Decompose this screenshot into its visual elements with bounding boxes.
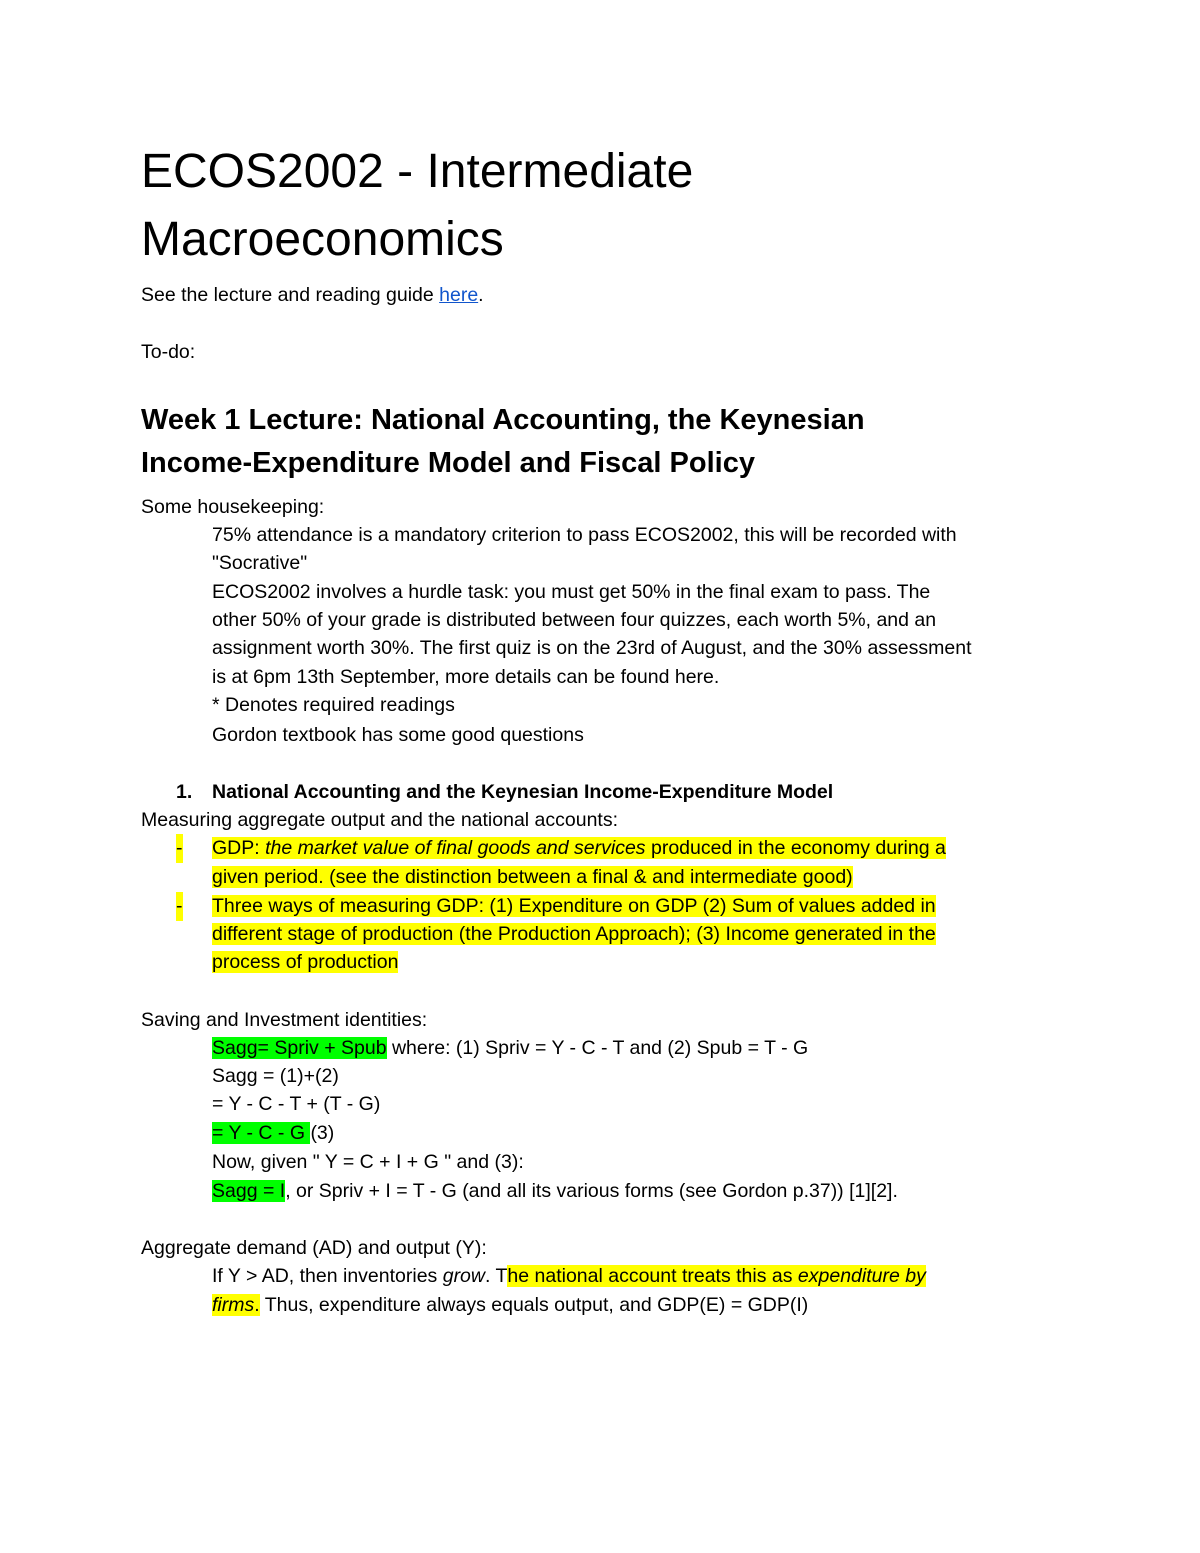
- saving-line3: = Y - C - T + (T - G): [212, 1093, 381, 1115]
- gdp-label: GDP:: [212, 837, 266, 859]
- ad-line1-highlight-italic: expenditure by: [797, 1265, 926, 1287]
- saving-line1-rest: where: (1) Spriv = Y - C - T and (2) Spub = T - G: [386, 1037, 809, 1059]
- saving-line6-highlight: Sagg = I: [212, 1180, 286, 1202]
- three-ways-line: [212, 892, 936, 921]
- gdp-line2-text: given period. (see the distinction between a final & and intermediate good): [212, 866, 853, 888]
- gdp-rest: produced in the economy during a: [645, 837, 946, 859]
- gdp-line2: [212, 863, 853, 892]
- ad-label: Aggregate demand (AD) and output (Y):: [141, 1237, 487, 1259]
- saving-line5: Now, given " Y = C + I + G " and (3):: [212, 1151, 524, 1173]
- housekeeping-line: * Denotes required readings: [212, 694, 455, 716]
- saving-line1-highlight: Sagg= Spriv + Spub: [212, 1037, 387, 1059]
- saving-line2: Sagg = (1)+(2): [212, 1065, 339, 1087]
- ad-line2-highlight-italic: firms: [212, 1294, 255, 1316]
- saving-line6-rest: , or Spriv + I = T - G (and all its various forms (see Gordon p.37)) [1][2].: [285, 1180, 898, 1202]
- gdp-definition: the market value of final goods and services: [265, 837, 646, 859]
- saving-line1: [212, 1034, 808, 1063]
- guide-period: .: [478, 284, 484, 306]
- doc-title-line1: ECOS2002 - Intermediate: [141, 145, 694, 198]
- guide-line: [141, 281, 484, 310]
- section1-title: National Accounting and the Keynesian Income-Expenditure Model: [212, 781, 834, 803]
- housekeeping-line: 75% attendance is a mandatory criterion to pass ECOS2002, this will be recorded with: [212, 524, 957, 546]
- ad-line2: [212, 1291, 808, 1320]
- guide-text: See the lecture and reading guide: [141, 284, 440, 306]
- bullet-marker: -: [176, 834, 183, 863]
- saving-line6: [212, 1177, 898, 1206]
- ad-line1: [212, 1262, 926, 1291]
- section1-intro: Measuring aggregate output and the national accounts:: [141, 809, 619, 831]
- housekeeping-line: assignment worth 30%. The first quiz is on the 23rd of August, and the 30% assessment: [212, 637, 972, 659]
- saving-line4-highlight: = Y - C - G: [212, 1122, 311, 1144]
- week1-heading-line2: Income-Expenditure Model and Fiscal Policy: [141, 447, 755, 479]
- guide-link[interactable]: here: [439, 284, 479, 306]
- three-ways-line: [212, 948, 398, 977]
- saving-line4-rest: (3): [310, 1122, 335, 1144]
- todo-label: To-do:: [141, 341, 196, 363]
- three-ways-text: process of production: [212, 951, 399, 973]
- ad-line2-highlight-end: .: [254, 1294, 260, 1316]
- bullet-marker: -: [176, 892, 183, 921]
- ad-line1-text-b: . T: [485, 1265, 508, 1287]
- ad-line2-rest: Thus, expenditure always equals output, and GDP(E) = GDP(I): [259, 1294, 809, 1316]
- gdp-line1: [212, 834, 946, 863]
- ad-line1-highlight: he national account treats this as: [507, 1265, 798, 1287]
- doc-title-line2: Macroeconomics: [141, 213, 504, 266]
- housekeeping-line: Gordon textbook has some good questions: [212, 724, 584, 746]
- three-ways-line: [212, 920, 936, 949]
- housekeeping-line: other 50% of your grade is distributed between four quizzes, each worth 5%, and an: [212, 609, 937, 631]
- housekeeping-line: ECOS2002 involves a hurdle task: you must get 50% in the final exam to pass. The: [212, 581, 931, 603]
- housekeeping-line: "Socrative": [212, 552, 308, 574]
- housekeeping-label: Some housekeeping:: [141, 496, 325, 518]
- three-ways-text: different stage of production (the Production Approach); (3) Income generated in the: [212, 923, 936, 945]
- three-ways-text: Three ways of measuring GDP: (1) Expenditure on GDP (2) Sum of values added in: [212, 895, 936, 917]
- ad-line1-text: If Y > AD, then inventories: [212, 1265, 443, 1287]
- saving-line4: [212, 1119, 334, 1148]
- housekeeping-line: is at 6pm 13th September, more details can be found here.: [212, 666, 720, 688]
- saving-label: Saving and Investment identities:: [141, 1009, 428, 1031]
- section1-number: 1.: [176, 781, 193, 803]
- ad-line1-grow: grow: [442, 1265, 485, 1287]
- week1-heading-line1: Week 1 Lecture: National Accounting, the Keynesian: [141, 404, 865, 436]
